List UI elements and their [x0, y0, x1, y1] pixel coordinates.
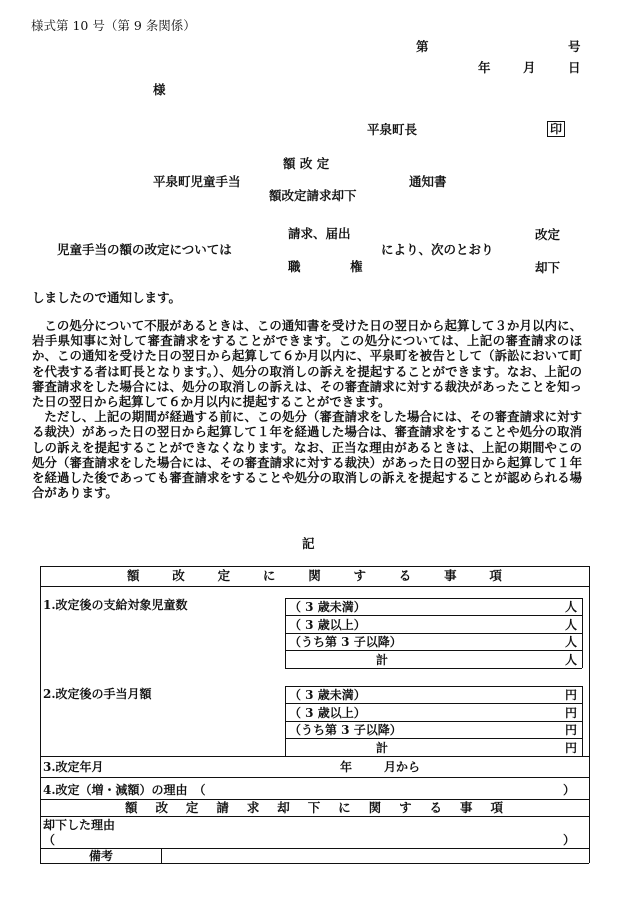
- item1-row-third-child: （うち第 3 子以降）: [289, 635, 402, 649]
- statement-middle: により、次のとおり: [381, 242, 494, 257]
- section1-header-char: 関: [308, 568, 321, 583]
- document-number-suffix: 号: [568, 39, 581, 54]
- section1-header-char: 額: [127, 568, 140, 583]
- item1-row-3plus-unit: 人: [565, 618, 578, 632]
- item2-row-under3-unit: 円: [565, 688, 578, 702]
- item1-row-total-unit: 人: [565, 653, 578, 667]
- item1-row-3plus: （ 3 歳以上）: [289, 618, 366, 632]
- result-rejection: 却下: [535, 260, 561, 275]
- item3-month-from: 月から: [384, 760, 421, 774]
- section1-header-char: 事: [444, 568, 457, 583]
- section1-header-char: す: [353, 568, 366, 583]
- item2-row-third-child: （うち第 3 子以降）: [289, 723, 402, 737]
- section2-header-char: る: [429, 800, 443, 815]
- section2-header-char: 下: [307, 800, 321, 815]
- appeal-notice-paragraph-2: ただし、上記の期間が経過する前に、この処分（審査請求をした場合には、その審査請求に対する裁決）があった日の翌日から起算して１年を経過した場合は、審査請求をすることや処分の取消しの訴えを提起することができなくなります。なお、正当な理由があるときは、上記の期間やこの処分（審査請求をした場合には、その審査請求に対する裁決）があった日の翌日から起算して１年を経過した後であっても審査請求をすることや処分の取消しの訴えを提起することが認められる場合があります。: [32, 409, 582, 501]
- item1-row-third-child-unit: 人: [565, 635, 578, 649]
- item3-revision-month-label: 3.改定年月: [43, 760, 104, 774]
- title-option-revision-rejection: 額改定請求却下: [269, 188, 357, 203]
- section1-header-char: 項: [489, 568, 502, 583]
- item2-monthly-amount-label: 2.改定後の手当月額: [43, 687, 152, 701]
- document-number-label: 第: [416, 39, 429, 54]
- statement-lead: 児童手当の額の改定については: [57, 242, 232, 257]
- title-option-amount-revision: 額 改 定: [283, 156, 330, 171]
- form-number: 様式第 10 号（第 9 条関係）: [31, 18, 196, 33]
- rejection-reason-close: ）: [563, 833, 576, 847]
- section1-header-char: に: [262, 568, 276, 583]
- addressee-suffix: 様: [153, 82, 166, 97]
- title-prefix: 平泉町児童手当: [153, 174, 241, 189]
- section2-header-char: に: [338, 800, 351, 815]
- section1-header: [127, 570, 502, 583]
- ki-mark: 記: [302, 536, 315, 551]
- issuer-name: 平泉町長: [367, 122, 418, 137]
- statement-closing: しましたので通知します。: [32, 290, 182, 305]
- date-day: 日: [568, 60, 581, 75]
- section2-header-char: 改: [155, 800, 168, 815]
- section2-header-char: 項: [490, 800, 503, 815]
- section2-header-char: す: [399, 800, 412, 815]
- section2-header-char: 請: [216, 800, 229, 815]
- item3-year: 年: [340, 760, 353, 774]
- item2-row-total: 計: [376, 741, 389, 755]
- reason-ex-officio-1: 職: [288, 259, 301, 274]
- item4-reason-label: 4.改定（増・減額）の理由 （: [43, 783, 206, 797]
- section2-header-char: 却: [277, 800, 290, 815]
- section2-header-char: 事: [459, 800, 473, 815]
- item1-row-under3-unit: 人: [565, 600, 578, 614]
- section1-header-char: 改: [172, 568, 185, 583]
- item2-row-3plus-unit: 円: [565, 706, 578, 720]
- remarks-label: 備考: [89, 849, 114, 863]
- section2-header-char: 額: [125, 800, 138, 815]
- reason-ex-officio-2: 権: [350, 259, 363, 274]
- item2-row-total-unit: 円: [565, 741, 578, 755]
- item4-reason-close: ）: [563, 783, 576, 797]
- date-year: 年: [478, 60, 491, 75]
- appeal-notice: [32, 318, 582, 500]
- item2-row-3plus: （ 3 歳以上）: [289, 706, 366, 720]
- section2-header-char: 関: [368, 800, 382, 815]
- appeal-notice-paragraph-1: この処分について不服があるときは、この通知書を受けた日の翌日から起算して３か月以内に、岩手県知事に対して審査請求をすることができます。この処分については、上記の審査請求のほか、この通知を受けた日の翌日から起算して６か月以内に、平泉町を被告として（訴訟において町を代表する者は町長となります。）、処分の取消しの訴えを提起することができます。なお、上記の審査請求をした場合には、処分の取消しの訴えは、その審査請求に対する裁決があったことを知った日の翌日から起算して６か月以内に提起することができます。: [32, 318, 582, 410]
- section1-header-char: 定: [217, 568, 231, 583]
- rejection-reason-label: 却下した理由: [43, 818, 116, 832]
- official-seal: 印: [547, 121, 565, 137]
- date-month: 月: [523, 60, 536, 75]
- title-suffix: 通知書: [409, 174, 447, 189]
- item1-row-total: 計: [376, 653, 389, 667]
- item1-child-count-label: 1.改定後の支給対象児童数: [43, 598, 188, 612]
- section2-header-char: 定: [185, 800, 199, 815]
- rejection-reason-open: （: [43, 833, 56, 847]
- item2-row-under3: （ 3 歳未満）: [289, 688, 366, 702]
- item2-row-third-child-unit: 円: [565, 723, 578, 737]
- section2-header-char: 求: [246, 800, 260, 815]
- section1-header-char: る: [398, 568, 412, 583]
- reason-request: 請求、届出: [288, 226, 351, 241]
- item1-row-under3: （ 3 歳未満）: [289, 600, 366, 614]
- section2-header: [125, 802, 503, 815]
- result-revision: 改定: [535, 227, 561, 242]
